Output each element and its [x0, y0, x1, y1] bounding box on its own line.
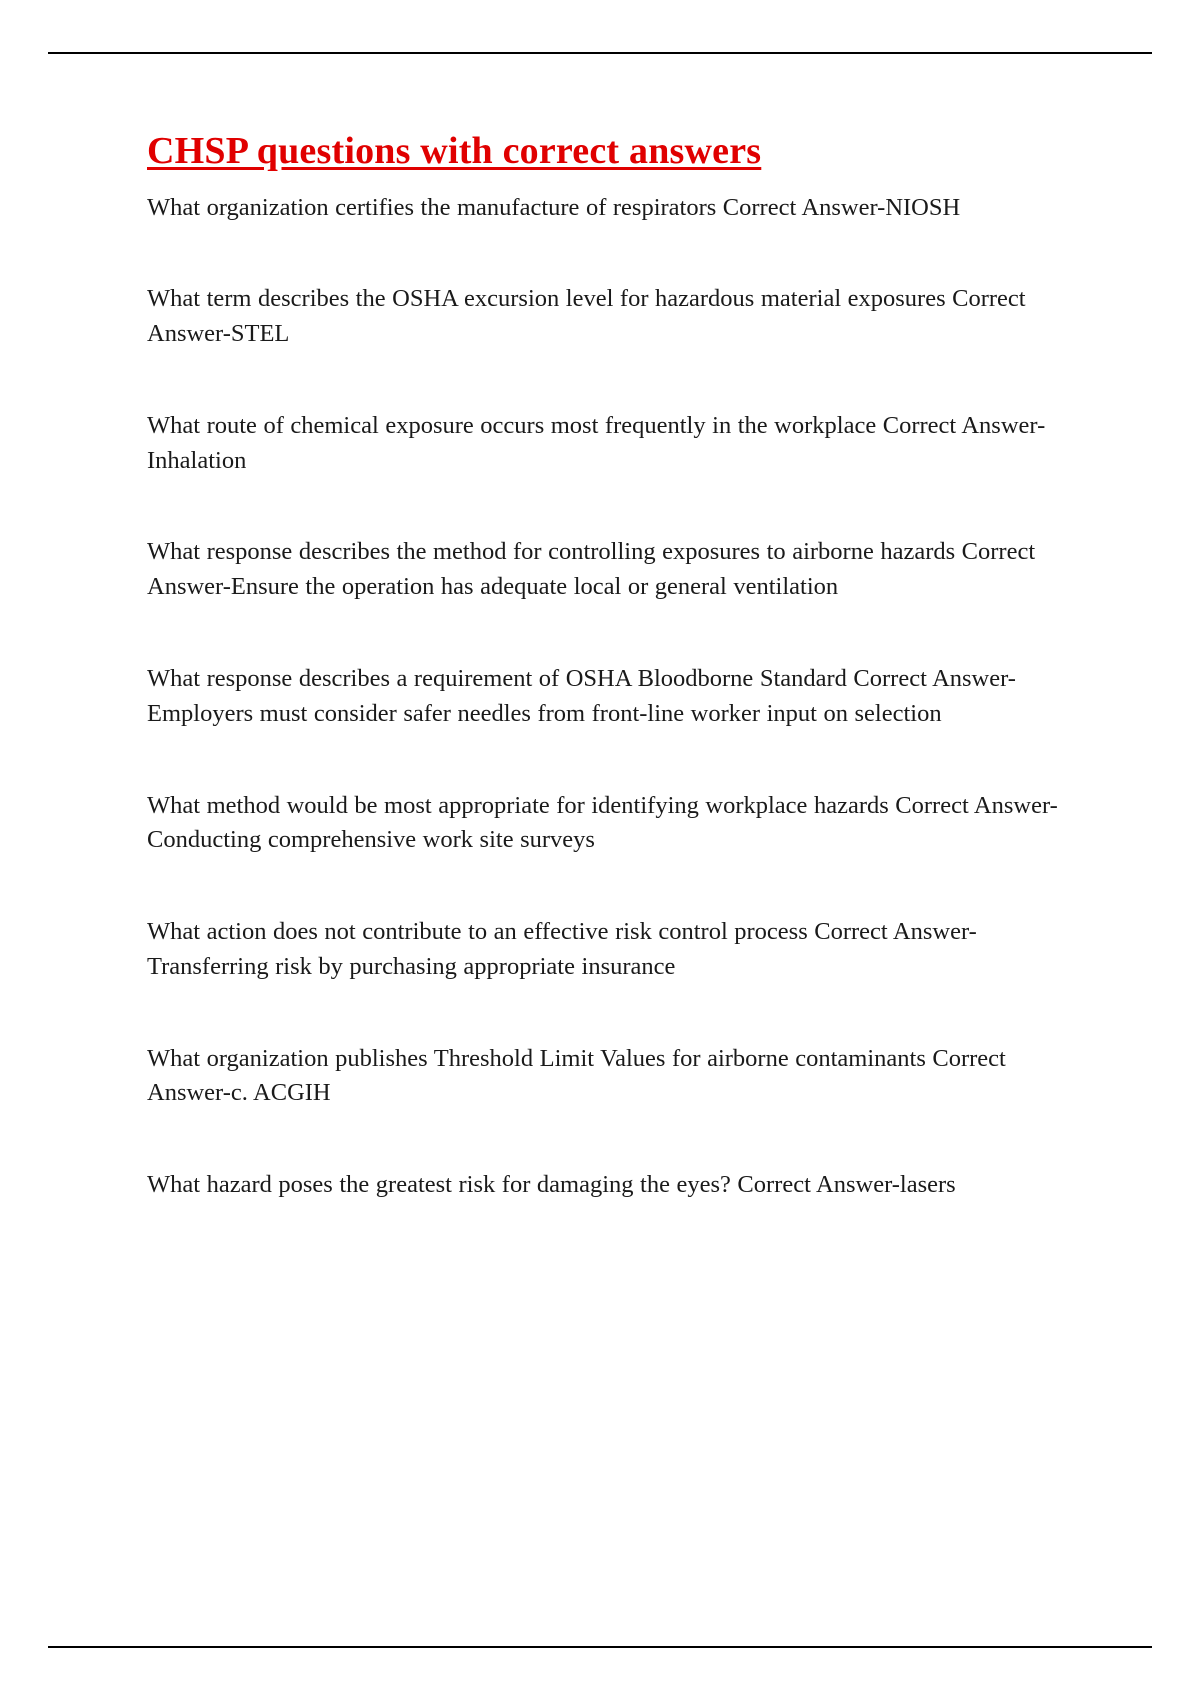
page-title: CHSP questions with correct answers [147, 130, 762, 172]
qa-item: What organization publishes Threshold Limit Values for airborne contaminants Correct Answer-c. ACGIH [147, 1044, 1006, 1107]
qa-item: What route of chemical exposure occurs most frequently in the workplace Correct Answer-Inhalation [147, 411, 1046, 474]
qa-item: What term describes the OSHA excursion level for hazardous material exposures Correct Answer-STEL [147, 285, 1026, 348]
qa-item: What action does not contribute to an effective risk control process Correct Answer-Transferring risk by purchasing appropriate insurance [147, 918, 977, 980]
qa-item: What organization certifies the manufacture of respirators Correct Answer-NIOSH [147, 193, 961, 221]
qa-item: What response describes a requirement of OSHA Bloodborne Standard Correct Answer-Employers must consider safer needles from front-line worker input on selection [147, 665, 1016, 727]
qa-item: What response describes the method for controlling exposures to airborne hazards Correct Answer-Ensure the operation has adequate local or general ventilation [147, 538, 1036, 601]
qa-list [147, 191, 1082, 1204]
page-bottom-rule [48, 1646, 1152, 1648]
page-top-rule [48, 52, 1152, 54]
document-content [147, 130, 1082, 1203]
qa-item: What hazard poses the greatest risk for damaging the eyes? Correct Answer-lasers [147, 1171, 956, 1199]
qa-item: What method would be most appropriate for identifying workplace hazards Correct Answer-Conducting comprehensive work site surveys [147, 791, 1058, 854]
